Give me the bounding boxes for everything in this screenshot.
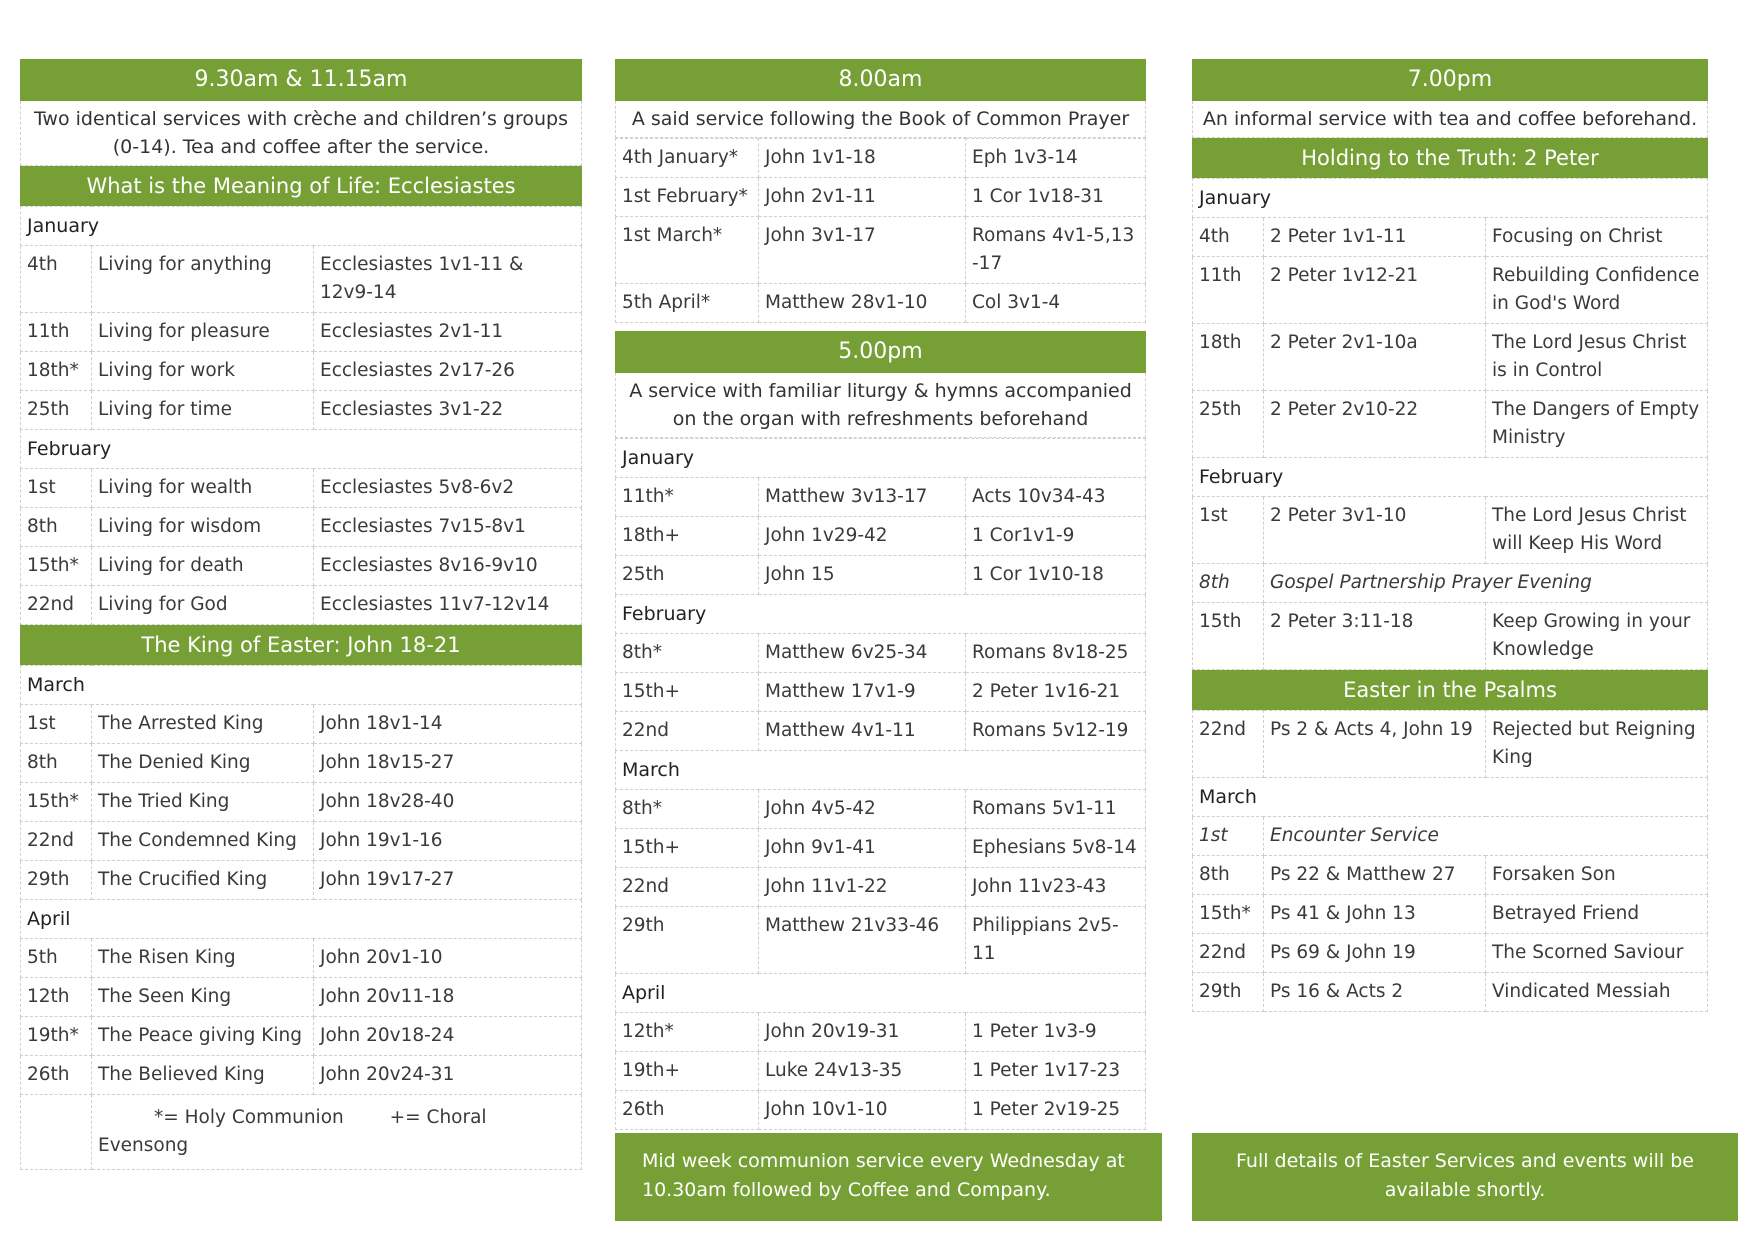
- table-row: [1193, 324, 1708, 391]
- month-label: March: [616, 751, 1146, 790]
- reading-cell: John 11v23-43: [966, 868, 1146, 907]
- reading-cell: Rebuilding Confidence in God's Word: [1486, 257, 1708, 324]
- month-label: February: [21, 430, 582, 469]
- detail-cell: 2 Peter 1v1-11: [1264, 218, 1486, 257]
- date-cell: 29th: [616, 907, 759, 974]
- month-label: February: [616, 595, 1146, 634]
- table-row: [21, 508, 582, 547]
- table-row: [616, 556, 1146, 595]
- detail-cell: Living for God: [92, 586, 314, 625]
- column-evening-service: [1192, 59, 1708, 1012]
- detail-cell: The Crucified King: [92, 861, 314, 900]
- table-row-special: 1st Encounter Service: [1193, 817, 1708, 856]
- reading-cell: 1 Peter 2v19-25: [966, 1091, 1146, 1130]
- table-row: [616, 790, 1146, 829]
- reading-cell: Ephesians 5v8-14: [966, 829, 1146, 868]
- date-cell: 8th: [21, 744, 92, 783]
- reading-cell: Ecclesiastes 2v17-26: [314, 352, 582, 391]
- reading-cell: 1 Cor 1v18-31: [966, 178, 1146, 217]
- reading-cell: 2 Peter 1v16-21: [966, 673, 1146, 712]
- reading-cell: Ecclesiastes 1v1-11 & 12v9-14: [314, 246, 582, 313]
- schedule-body: [616, 139, 1146, 323]
- month-row: [616, 595, 1146, 634]
- date-cell: 8th*: [616, 790, 759, 829]
- reading-cell: Ecclesiastes 3v1-22: [314, 391, 582, 430]
- table-row: [616, 868, 1146, 907]
- detail-cell: The Believed King: [92, 1056, 314, 1095]
- detail-cell: Matthew 17v1-9: [759, 673, 966, 712]
- reading-cell: Focusing on Christ: [1486, 218, 1708, 257]
- reading-cell: 1 Cor1v1-9: [966, 517, 1146, 556]
- date-cell: 18th*: [21, 352, 92, 391]
- table-row: [616, 1052, 1146, 1091]
- reading-cell: Ecclesiastes 7v15-8v1: [314, 508, 582, 547]
- detail-cell: John 4v5-42: [759, 790, 966, 829]
- schedule-table: [1192, 178, 1708, 670]
- date-cell: 19th*: [21, 1017, 92, 1056]
- detail-cell: Living for wealth: [92, 469, 314, 508]
- service-time-header: 7.00pm: [1192, 59, 1708, 101]
- schedule-body: [21, 666, 582, 1095]
- table-row: [616, 712, 1146, 751]
- column-8am-5pm-services: [615, 59, 1146, 1130]
- reading-cell: John 19v1-16: [314, 822, 582, 861]
- reading-cell: 1 Peter 1v17-23: [966, 1052, 1146, 1091]
- table-row: [616, 1013, 1146, 1052]
- detail-cell: John 1v1-18: [759, 139, 966, 178]
- service-description: A said service following the Book of Common Prayer: [615, 101, 1146, 138]
- schedule-table: [615, 138, 1146, 323]
- schedule-table: [20, 206, 582, 625]
- table-row: 15th 2 Peter 3:11-18 Keep Growing in your Knowledge: [1193, 603, 1708, 670]
- date-cell: 11th: [21, 313, 92, 352]
- month-row: [21, 207, 582, 246]
- reading-cell: The Dangers of Empty Ministry: [1486, 391, 1708, 458]
- detail-cell: Matthew 28v1-10: [759, 284, 966, 323]
- detail-cell: Luke 24v13-35: [759, 1052, 966, 1091]
- table-row: [616, 178, 1146, 217]
- date-cell: 5th: [21, 939, 92, 978]
- reading-cell: Ecclesiastes 8v16-9v10: [314, 547, 582, 586]
- date-cell: 26th: [21, 1056, 92, 1095]
- table-row: [616, 673, 1146, 712]
- legend-row: [21, 1095, 582, 1170]
- month-row: [616, 974, 1146, 1013]
- reading-cell: Betrayed Friend: [1486, 895, 1708, 934]
- table-row: [1193, 973, 1708, 1012]
- table-row: [21, 391, 582, 430]
- table-row: 22nd Ps 2 & Acts 4, John 19 Rejected but Reigning King: [1193, 711, 1708, 778]
- service-time-header: 8.00am: [615, 59, 1146, 101]
- reading-cell: Vindicated Messiah: [1486, 973, 1708, 1012]
- detail-cell: Living for anything: [92, 246, 314, 313]
- detail-cell: John 15: [759, 556, 966, 595]
- table-row: [616, 478, 1146, 517]
- table-row: [616, 139, 1146, 178]
- month-row: January: [1193, 179, 1708, 218]
- detail-cell: Ps 69 & John 19: [1264, 934, 1486, 973]
- month-label: January: [616, 439, 1146, 478]
- detail-cell: 2 Peter 2v10-22: [1264, 391, 1486, 458]
- table-row: [21, 469, 582, 508]
- date-cell: 4th: [1193, 218, 1264, 257]
- reading-cell: 1 Peter 1v3-9: [966, 1013, 1146, 1052]
- table-row: [21, 246, 582, 313]
- reading-cell: Ecclesiastes 11v7-12v14: [314, 586, 582, 625]
- detail-cell: The Condemned King: [92, 822, 314, 861]
- date-cell: 1st February*: [616, 178, 759, 217]
- date-cell: 5th April*: [616, 284, 759, 323]
- date-cell: 25th: [616, 556, 759, 595]
- table-row: [21, 861, 582, 900]
- date-cell: 15th*: [1193, 895, 1264, 934]
- date-cell: 1st: [21, 469, 92, 508]
- date-cell: 8th: [1193, 856, 1264, 895]
- table-row: [21, 939, 582, 978]
- reading-cell: 1 Cor 1v10-18: [966, 556, 1146, 595]
- legend-communion: *= Holy Communion: [154, 1107, 344, 1128]
- reading-cell: Romans 5v12-19: [966, 712, 1146, 751]
- table-row: [616, 907, 1146, 974]
- date-cell: 29th: [1193, 973, 1264, 1012]
- detail-cell: Matthew 3v13-17: [759, 478, 966, 517]
- month-row: [616, 439, 1146, 478]
- table-row: [1193, 934, 1708, 973]
- detail-cell: The Risen King: [92, 939, 314, 978]
- series-title: The King of Easter: John 18-21: [20, 625, 582, 665]
- detail-cell: The Tried King: [92, 783, 314, 822]
- schedule-body: [21, 207, 582, 625]
- schedule-table: [20, 665, 582, 1170]
- detail-cell: Living for time: [92, 391, 314, 430]
- table-row: [1193, 257, 1708, 324]
- date-cell: 1st: [21, 705, 92, 744]
- reading-cell: Forsaken Son: [1486, 856, 1708, 895]
- detail-cell: John 3v1-17: [759, 217, 966, 284]
- month-label: April: [616, 974, 1146, 1013]
- reading-cell: John 20v24-31: [314, 1056, 582, 1095]
- date-cell: 12th: [21, 978, 92, 1017]
- reading-cell: Ecclesiastes 5v8-6v2: [314, 469, 582, 508]
- schedule-body: [616, 439, 1146, 1130]
- reading-cell: John 20v18-24: [314, 1017, 582, 1056]
- date-cell: 18th+: [616, 517, 759, 556]
- date-cell: 8th*: [616, 634, 759, 673]
- detail-cell: The Denied King: [92, 744, 314, 783]
- reading-cell: The Lord Jesus Christ is in Control: [1486, 324, 1708, 391]
- detail-cell: 2 Peter 2v1-10a: [1264, 324, 1486, 391]
- detail-cell: The Arrested King: [92, 705, 314, 744]
- date-cell: 22nd: [616, 712, 759, 751]
- table-row: [1193, 856, 1708, 895]
- date-cell: 4th: [21, 246, 92, 313]
- service-time-header: 9.30am & 11.15am: [20, 59, 582, 101]
- date-cell: 1st March*: [616, 217, 759, 284]
- date-cell: 15th*: [21, 783, 92, 822]
- month-row: [21, 430, 582, 469]
- reading-cell: Romans 8v18-25: [966, 634, 1146, 673]
- table-row-special: 8th Gospel Partnership Prayer Evening: [1193, 564, 1708, 603]
- table-row: 1st 2 Peter 3v1-10 The Lord Jesus Christ will Keep His Word: [1193, 497, 1708, 564]
- detail-cell: Living for wisdom: [92, 508, 314, 547]
- date-cell: 4th January*: [616, 139, 759, 178]
- table-row: [616, 829, 1146, 868]
- date-cell: 15th+: [616, 829, 759, 868]
- easter-services-notice: Full details of Easter Services and events will be available shortly.: [1192, 1133, 1738, 1221]
- month-row: February: [1193, 458, 1708, 497]
- detail-cell: Living for work: [92, 352, 314, 391]
- reading-cell: Col 3v1-4: [966, 284, 1146, 323]
- date-cell: 11th*: [616, 478, 759, 517]
- table-row: [616, 217, 1146, 284]
- reading-cell: John 18v1-14: [314, 705, 582, 744]
- month-row: [21, 900, 582, 939]
- date-cell: 12th*: [616, 1013, 759, 1052]
- column-morning-services: [20, 59, 582, 1170]
- date-cell: 19th+: [616, 1052, 759, 1091]
- table-row: [616, 517, 1146, 556]
- detail-cell: John 10v1-10: [759, 1091, 966, 1130]
- detail-cell: Ps 22 & Matthew 27: [1264, 856, 1486, 895]
- reading-cell: Romans 4v1-5,13 -17: [966, 217, 1146, 284]
- schedule-body: [1193, 856, 1708, 1012]
- date-cell: 22nd: [1193, 934, 1264, 973]
- table-row: [21, 547, 582, 586]
- detail-cell: Matthew 4v1-11: [759, 712, 966, 751]
- detail-cell: Living for death: [92, 547, 314, 586]
- detail-cell: The Seen King: [92, 978, 314, 1017]
- date-cell: 25th: [21, 391, 92, 430]
- detail-cell: Ps 16 & Acts 2: [1264, 973, 1486, 1012]
- table-row: [21, 1017, 582, 1056]
- detail-cell: John 20v19-31: [759, 1013, 966, 1052]
- table-row: [21, 586, 582, 625]
- detail-cell: Living for pleasure: [92, 313, 314, 352]
- detail-cell: John 9v1-41: [759, 829, 966, 868]
- table-row: [21, 978, 582, 1017]
- date-cell: 29th: [21, 861, 92, 900]
- table-row: [21, 822, 582, 861]
- reading-cell: John 20v1-10: [314, 939, 582, 978]
- month-label: January: [21, 207, 582, 246]
- date-cell: 22nd: [21, 586, 92, 625]
- date-cell: 22nd: [616, 868, 759, 907]
- reading-cell: John 18v15-27: [314, 744, 582, 783]
- date-cell: 8th: [21, 508, 92, 547]
- detail-cell: Matthew 21v33-46: [759, 907, 966, 974]
- table-row: [1193, 218, 1708, 257]
- table-row: [616, 284, 1146, 323]
- table-row: [616, 1091, 1146, 1130]
- month-row: [21, 666, 582, 705]
- reading-cell: John 20v11-18: [314, 978, 582, 1017]
- series-title: Holding to the Truth: 2 Peter: [1192, 138, 1708, 178]
- detail-cell: Matthew 6v25-34: [759, 634, 966, 673]
- table-row: [1193, 391, 1708, 458]
- reading-cell: The Scorned Saviour: [1486, 934, 1708, 973]
- service-description: Two identical services with crèche and children’s groups (0-14). Tea and coffee after the service.: [20, 101, 582, 166]
- date-cell: 15th*: [21, 547, 92, 586]
- month-label: April: [21, 900, 582, 939]
- service-time-header: 5.00pm: [615, 331, 1146, 373]
- detail-cell: 2 Peter 1v12-21: [1264, 257, 1486, 324]
- reading-cell: John 19v17-27: [314, 861, 582, 900]
- date-cell: 15th+: [616, 673, 759, 712]
- reading-cell: Ecclesiastes 2v1-11: [314, 313, 582, 352]
- table-row: [21, 1056, 582, 1095]
- detail-cell: Ps 41 & John 13: [1264, 895, 1486, 934]
- table-row: [616, 634, 1146, 673]
- schedule-table: [1192, 710, 1708, 1012]
- detail-cell: The Peace giving King: [92, 1017, 314, 1056]
- date-cell: 22nd: [21, 822, 92, 861]
- reading-cell: John 18v28-40: [314, 783, 582, 822]
- reading-cell: Philippians 2v5-11: [966, 907, 1146, 974]
- series-title: Easter in the Psalms: [1192, 670, 1708, 710]
- service-description: An informal service with tea and coffee beforehand.: [1192, 101, 1708, 138]
- schedule-table: [615, 438, 1146, 1130]
- reading-cell: Eph 1v3-14: [966, 139, 1146, 178]
- month-row: March: [1193, 778, 1708, 817]
- table-row: [21, 744, 582, 783]
- table-row: [21, 705, 582, 744]
- date-cell: 25th: [1193, 391, 1264, 458]
- date-cell: 11th: [1193, 257, 1264, 324]
- month-row: [616, 751, 1146, 790]
- legend-evensong: += Choral Evensong: [98, 1107, 487, 1156]
- reading-cell: Acts 10v34-43: [966, 478, 1146, 517]
- date-cell: 26th: [616, 1091, 759, 1130]
- date-cell: 18th: [1193, 324, 1264, 391]
- table-row: [21, 783, 582, 822]
- table-row: [21, 313, 582, 352]
- detail-cell: John 2v1-11: [759, 178, 966, 217]
- service-description: A service with familiar liturgy & hymns accompanied on the organ with refreshments beforehand: [615, 373, 1146, 438]
- midweek-communion-notice: Mid week communion service every Wednesday at 10.30am followed by Coffee and Company.: [615, 1133, 1162, 1221]
- detail-cell: John 1v29-42: [759, 517, 966, 556]
- series-title: What is the Meaning of Life: Ecclesiastes: [20, 166, 582, 206]
- schedule-body: [1193, 218, 1708, 458]
- table-row: [1193, 895, 1708, 934]
- month-label: March: [21, 666, 582, 705]
- detail-cell: John 11v1-22: [759, 868, 966, 907]
- table-row: [21, 352, 582, 391]
- reading-cell: Romans 5v1-11: [966, 790, 1146, 829]
